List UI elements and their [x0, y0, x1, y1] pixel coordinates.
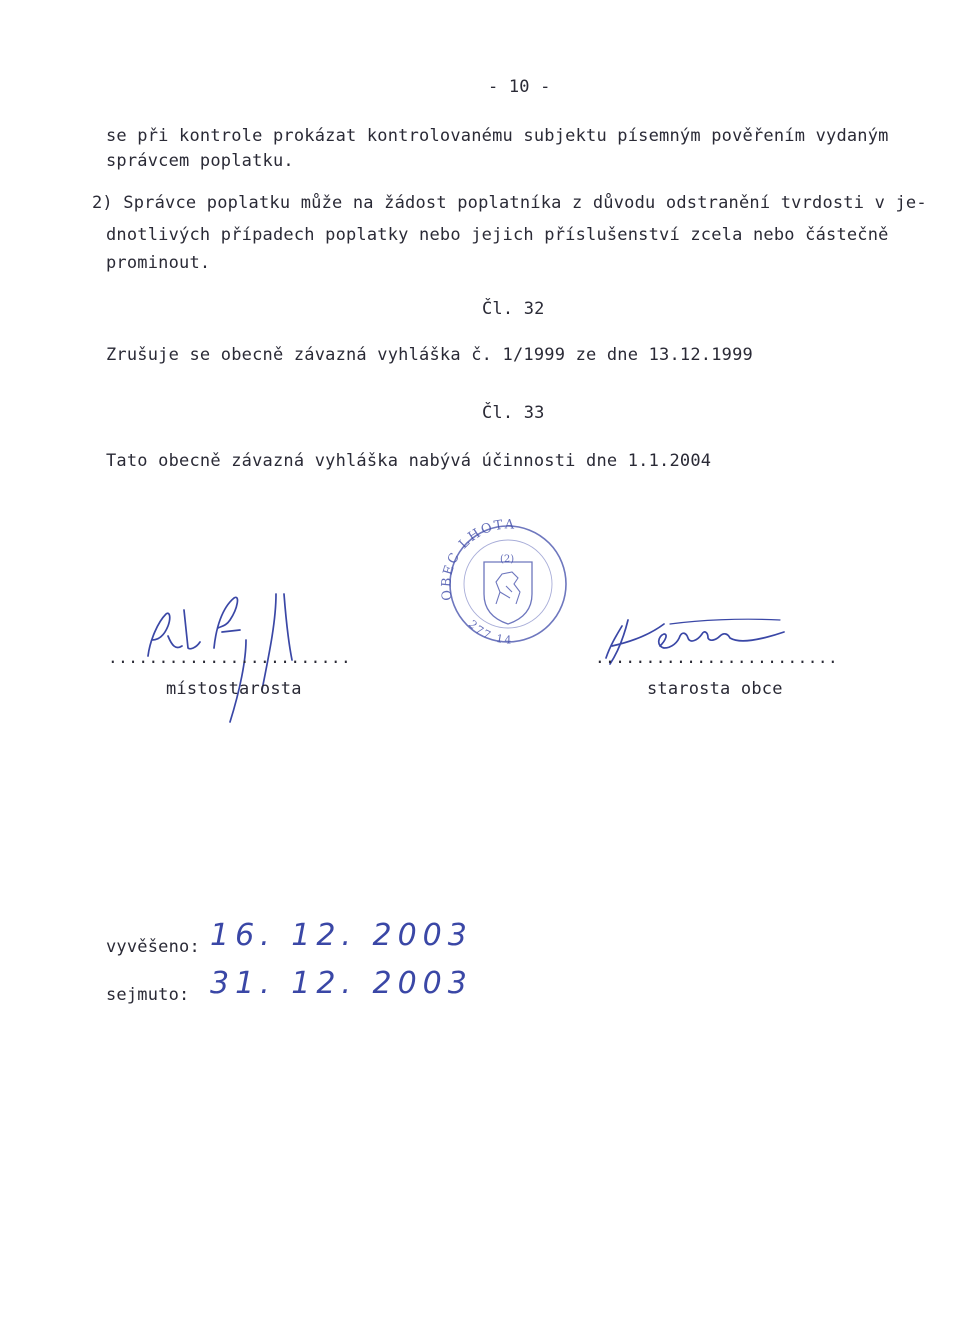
- paragraph-2-line-3: prominout.: [106, 253, 211, 273]
- paragraph-1-line-2: správcem poplatku.: [106, 151, 294, 171]
- deputy-mayor-signature-line: ........................: [108, 648, 352, 667]
- page-number: - 10 -: [488, 77, 551, 97]
- stamp-text-top: OBEC LHOTA: [439, 517, 517, 602]
- article-33-text: Tato obecně závazná vyhláška nabývá účinnosti dne 1.1.2004: [106, 451, 712, 471]
- paragraph-1-line-1: se při kontrole prokázat kontrolovanému subjektu písemným pověřením vydaným: [106, 126, 889, 146]
- posted-date-handwritten: 16. 12. 2003: [210, 918, 473, 953]
- article-32-text: Zrušuje se obecně závazná vyhláška č. 1/1999 ze dne 13.12.1999: [106, 345, 753, 365]
- mayor-signature-line: ........................: [595, 648, 839, 667]
- mayor-signature-part-2: [659, 632, 784, 648]
- mayor-label: starosta obce: [647, 679, 783, 699]
- paragraph-2-line-2: dnotlivých případech poplatky nebo jejich příslušenství zcela nebo částečně: [106, 225, 889, 245]
- article-33-heading: Čl. 33: [482, 403, 545, 423]
- article-32-heading: Čl. 32: [482, 299, 545, 319]
- stamp-text-center: (2): [500, 554, 515, 565]
- posted-label: vyvěšeno:: [106, 937, 200, 957]
- paragraph-2-line-1: 2) Správce poplatku může na žádost poplatníka z důvodu odstranění tvrdosti v je-: [92, 193, 927, 213]
- removed-label: sejmuto:: [106, 985, 190, 1005]
- deputy-mayor-signature-part-2: [214, 597, 240, 648]
- deputy-mayor-label: místostarosta: [166, 679, 302, 699]
- removed-date-handwritten: 31. 12. 2003: [210, 966, 473, 1001]
- stamp-text-bottom: 277 14: [465, 617, 514, 647]
- mayor-signature-underline: [670, 619, 780, 624]
